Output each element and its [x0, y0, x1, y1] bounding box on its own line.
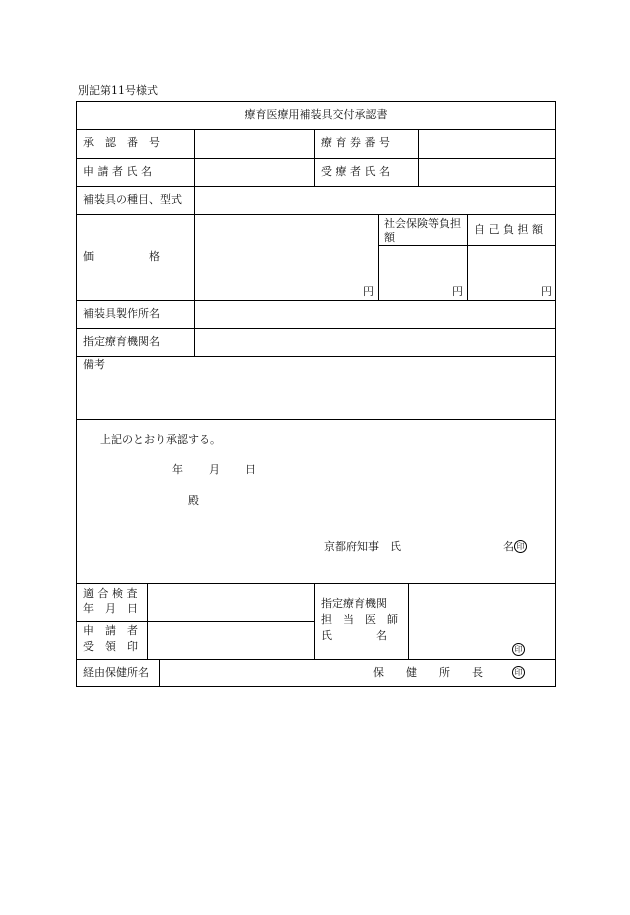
- row-divider: [76, 356, 556, 357]
- column-divider: [314, 129, 315, 186]
- ryoiku-number-label: 療 育 券 番 号: [321, 136, 390, 149]
- month-label: 月: [209, 463, 220, 476]
- approval-statement: 上記のとおり承認する。: [100, 433, 221, 446]
- row-divider: [76, 300, 556, 301]
- column-divider: [194, 129, 195, 356]
- director-seal: [512, 666, 525, 679]
- doctor-seal: [512, 643, 525, 656]
- column-divider: [314, 583, 315, 659]
- seal-mark: [514, 540, 527, 553]
- form-table: [76, 101, 556, 687]
- row-divider: [76, 583, 556, 584]
- column-divider: [147, 583, 148, 659]
- applicant-name-label: 申 請 者 氏 名: [83, 165, 152, 178]
- row-divider: [76, 419, 556, 420]
- row-divider: [76, 186, 556, 187]
- year-label: 年: [172, 463, 183, 476]
- maker-label: 補装具製作所名: [83, 307, 160, 320]
- receipt-label-2: 受 領 印: [83, 640, 138, 653]
- seal-icon: 印: [514, 540, 527, 553]
- receipt-label-1: 申 請 者: [83, 624, 138, 637]
- seal-icon: 印: [512, 643, 525, 656]
- doctor-label-3: 氏 名: [321, 629, 387, 642]
- column-divider: [159, 659, 160, 687]
- approval-number-label: 承 認 番 号: [83, 136, 160, 149]
- day-label: 日: [245, 463, 256, 476]
- column-divider: [378, 214, 379, 300]
- row-divider: [76, 659, 556, 660]
- yen-label: 円: [452, 285, 463, 298]
- health-center-label: 経由保健所名: [83, 666, 149, 679]
- director-label: 保 健 所 長: [373, 666, 483, 679]
- doctor-label-2: 担 当 医 師: [321, 613, 398, 626]
- social-insurance-label: 社会保険等負担額: [384, 217, 461, 245]
- column-divider: [418, 129, 419, 186]
- form-number-label: 別記第11号様式: [78, 84, 158, 97]
- row-divider: [76, 328, 556, 329]
- price-label: 価 格: [83, 250, 160, 263]
- inspection-date-label-2: 年 月 日: [83, 602, 138, 615]
- yen-label: 円: [541, 285, 552, 298]
- doctor-label-1: 指定療育機関: [321, 597, 387, 610]
- patient-name-label: 受 療 者 氏 名: [321, 165, 390, 178]
- governor-name-suffix: 名: [503, 540, 514, 553]
- device-type-label: 補装具の種目、型式: [83, 193, 182, 206]
- row-divider: [76, 621, 314, 622]
- column-divider: [467, 214, 468, 300]
- column-divider: [408, 583, 409, 659]
- remarks-label: 備考: [83, 358, 105, 371]
- row-divider: [76, 214, 556, 215]
- institution-label: 指定療育機関名: [83, 335, 160, 348]
- addressee-label: 殿: [188, 494, 199, 507]
- governor-label: 京都府知事 氏: [324, 540, 401, 553]
- yen-label: 円: [363, 285, 374, 298]
- seal-icon: 印: [512, 666, 525, 679]
- form-title: 療育医療用補装具交付承認書: [244, 108, 388, 121]
- inspection-date-label-1: 適 合 検 査: [83, 587, 138, 600]
- row-divider: [76, 158, 556, 159]
- self-pay-label: 自 己 負 担 額: [474, 223, 543, 236]
- row-divider: [76, 129, 556, 130]
